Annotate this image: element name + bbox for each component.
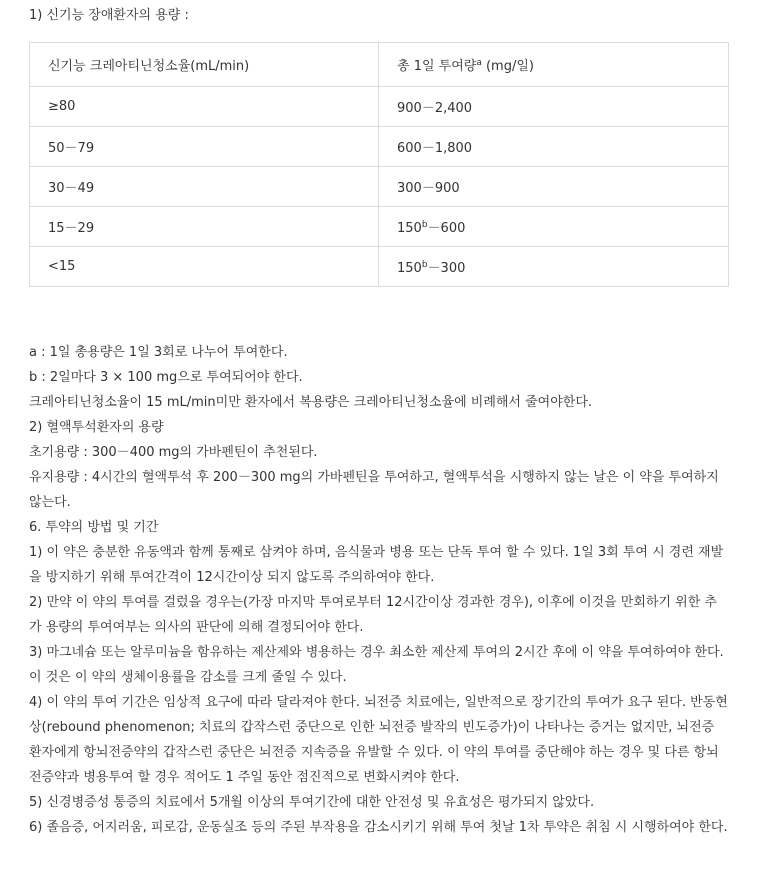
dose-value: 900－2,400 (397, 101, 473, 116)
crcl-cell: 50－79 (30, 127, 379, 167)
crcl-cell: 30－49 (30, 167, 379, 207)
dose-cell (379, 87, 729, 127)
hemodialysis-heading: 2) 혈액투석환자의 용량 (29, 420, 164, 435)
maintenance-dose-note: 유지용량 : 4시간의 혈액투석 후 200－300 mg의 가바펜틴을 투여하고, 혈액투석을 시행하지 않는 날은 이 약을 투여하지 않는다. (29, 470, 719, 510)
administration-item-5: 5) 신경병증성 통증의 치료에서 5개월 이상의 투여기간에 대한 안전성 및 유효성은 평가되지 않았다. (29, 795, 595, 810)
renal-reduction-note: 크레아티닌청소율이 15 mL/min미만 환자에서 복용량은 크레아티닌청소율에 비례해서 줄여야한다. (29, 395, 593, 410)
table-row (30, 207, 729, 247)
dose-footnote: b (421, 220, 428, 230)
administration-heading: 6. 투약의 방법 및 기간 (29, 520, 159, 535)
dose-cell (379, 167, 729, 207)
administration-item-2: 2) 만약 이 약의 투여를 걸렀을 경우는(가장 마지막 투여로부터 12시간이상 경과한 경우), 이후에 이것을 만회하기 위한 추가 용량의 투여여부는 의사의 판단에 의해 결정되어야 한다. (29, 595, 717, 635)
dose-cell (379, 127, 729, 167)
dosage-notes (29, 340, 729, 840)
renal-dosage-table (29, 42, 729, 287)
dose-cell (379, 247, 729, 287)
administration-item-4: 4) 이 약의 투여 기간은 임상적 요구에 따라 달라져야 한다. 뇌전증 치료에는, 일반적으로 장기간의 투여가 요구 된다. 반동현상(rebound phenomenon; 치료의 갑작스런 중단으로 인한 뇌전증 발작의 빈도증가)이 나타나는 증거는 없지만, 뇌전증 환자에게 항뇌전증약의 갑작스런 중단은 뇌전증 지속증을 유발할 수 있다. 이 약의 투여를 중단해야 하는 경우 및 다른 항뇌전증약과 병용투여 할 경우 적어도 1 주일 동안 점진적으로 변화시켜야 한다. (29, 695, 728, 785)
dose-value: 150 (397, 261, 422, 276)
header-dose-unit: (mg/일) (481, 59, 534, 74)
dose-cell (379, 207, 729, 247)
table-row (30, 127, 729, 167)
dose-value-end: －300 (427, 261, 466, 276)
administration-item-6: 6) 졸음증, 어지러움, 피로감, 운동실조 등의 주된 부작용을 감소시키기 위해 투여 첫날 1차 투약은 취침 시 시행하여야 한다. (29, 820, 728, 835)
table-header-row (30, 43, 729, 87)
table-row (30, 167, 729, 207)
crcl-cell: <15 (30, 247, 379, 287)
dose-value: 600－1,800 (397, 141, 473, 156)
initial-dose-note: 초기용량 : 300－400 mg의 가바펜틴이 추천된다. (29, 445, 318, 460)
administration-item-1: 1) 이 약은 충분한 유동액과 함께 통째로 삼켜야 하며, 음식물과 병용 또는 단독 투여 할 수 있다. 1일 3회 투여 시 경련 재발을 방지하기 위해 투여간격이 12시간이상 되지 않도록 주의하여야 한다. (29, 545, 724, 585)
table-row (30, 247, 729, 287)
crcl-cell: ≥80 (30, 87, 379, 127)
footnote-marker-a: a (476, 58, 482, 68)
header-dose-label: 총 1일 투여량 (397, 59, 477, 74)
dose-value-end: －600 (427, 221, 466, 236)
dose-value: 150 (397, 221, 422, 236)
administration-item-3: 3) 마그네슘 또는 알루미늄을 함유하는 제산제와 병용하는 경우 최소한 제산제 투여의 2시간 후에 이 약을 투여하여야 한다. 이 것은 이 약의 생체이용률을 감소를 크게 줄일 수 있다. (29, 645, 724, 685)
renal-dosage-heading: 1) 신기능 장애환자의 용량 : (29, 8, 189, 23)
dose-value: 300－900 (397, 181, 460, 196)
crcl-cell: 15－29 (30, 207, 379, 247)
footnote-b: b : 2일마다 3 × 100 mg으로 투여되어야 한다. (29, 370, 303, 385)
footnote-a: a : 1일 총용량은 1일 3회로 나누어 투여한다. (29, 345, 288, 360)
header-total-daily-dose (379, 43, 729, 87)
header-creatinine-clearance: 신기능 크레아티닌청소율(mL/min) (30, 43, 379, 87)
table-row (30, 87, 729, 127)
dose-footnote: b (421, 260, 428, 270)
